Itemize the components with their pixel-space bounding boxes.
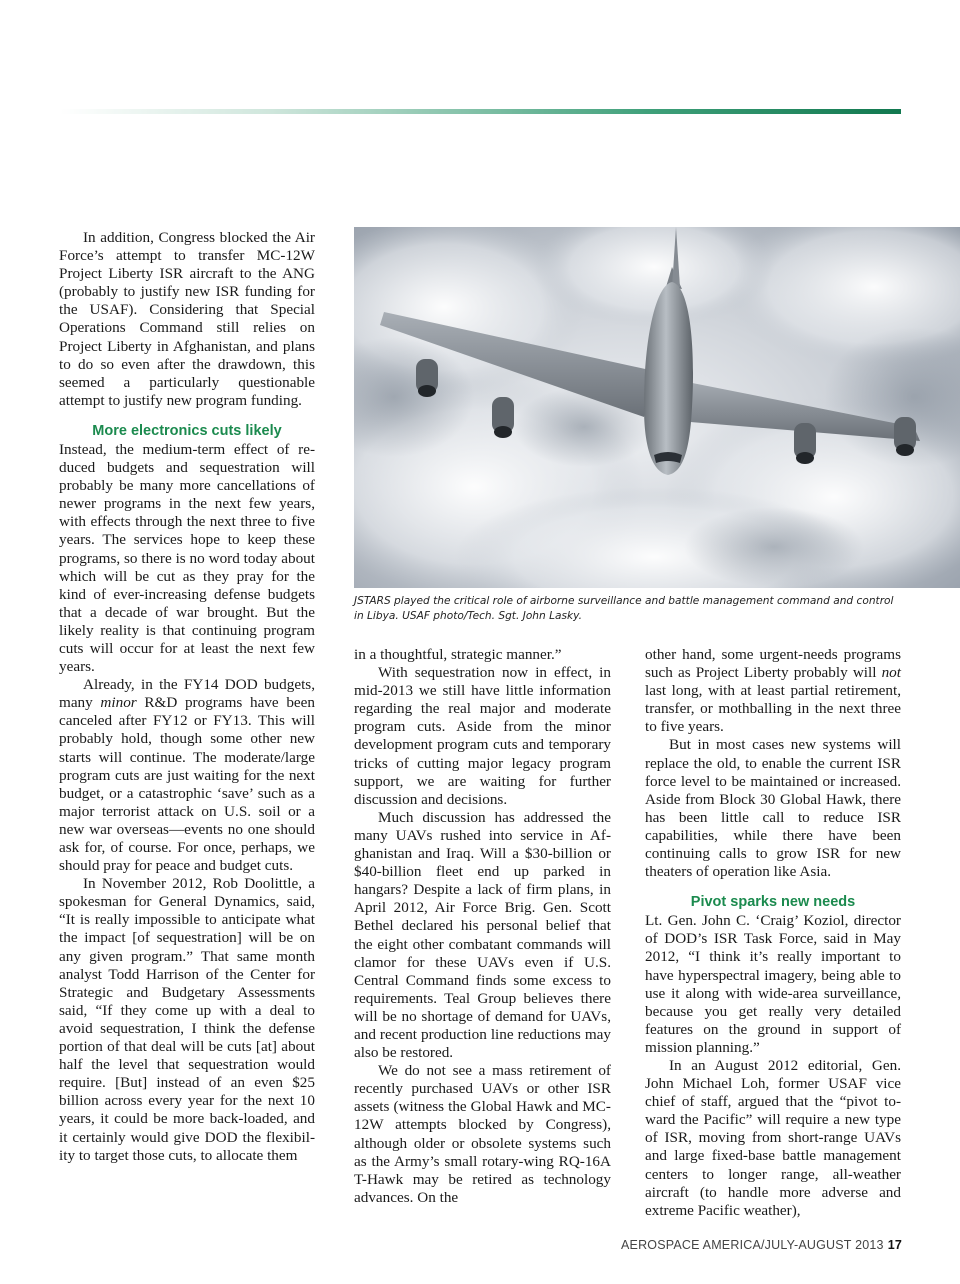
article-column-1 (59, 229, 315, 1165)
paragraph: We do not see a mass retirement of recently purchased UAVs or other ISR assets (witness the Global Hawk and MC-12W attempts blocked by Congress), although older or obsolete systems such as the Army’s small rotary-wing RQ-16A T-Hawk may be retired as technology advances. On the (354, 1062, 611, 1206)
paragraph: With sequestration now in effect, in mid-2013 we still have little information regarding the real major and moderate program cuts. Aside from the minor development program cuts and temporary tricks of cutting major legacy program support, we are waiting for further discussion and decisions. (354, 664, 611, 808)
paragraph: Lt. Gen. John C. ‘Craig’ Koziol, director of DOD’s ISR Task Force, said in May 2012, “I think it’s really important to have hyperspectral imagery, being able to use it along with wide-area surveillance, because you get really very detailed features on the ground in support of mission planning.” (645, 912, 901, 1056)
emphasis: minor (100, 694, 137, 712)
article-column-2 (354, 646, 611, 1207)
header-rule (60, 109, 901, 114)
paragraph: In addition, Congress blocked the Air Force’s attempt to transfer MC-12W Project Liberty ISR aircraft to the ANG (probably to justify new ISR funding for the USAF). Considering that Special Operations Command still relies on Project Liberty in Afghanistan, and plans to do so even after the drawdown, this seemed a particularly questionable attempt to justify new program funding. (59, 229, 315, 409)
paragraph: But in most cases new systems will replace the old, to enable the current ISR force level to be maintained or increased. Aside from Block 30 Global Hawk, there has been little call to reduce ISR capabilities, while there have been continuing calls to grow ISR for new theaters of operation like Asia. (645, 736, 901, 881)
paragraph: other hand, some urgent-needs programs such as Project Liberty probably will not last long, with at least partial retirement, transfer, or mothballing in the next three to five years. (645, 646, 901, 736)
jstars-photo (354, 227, 960, 588)
paragraph: In an August 2012 editorial, Gen. John Michael Loh, former USAF vice chief of staff, argued that the “pivot toward the Pacific” will require a new type of ISR, moving from short-range UAVs and large fixed-base battle management centers to longer range, all-weather aircraft (to handle more adverse and extreme Pacific weather), (645, 1056, 901, 1219)
paragraph: Much discussion has addressed the many UAVs rushed into service in Afghanistan and Iraq. Will a $30-billion or $40-billion fleet end up parked in hangars? Despite a lack of firm plans, in April 2012, Air Force Brig. Gen. Scott Bethel declared his personal belief that the eight other combatant commands will clamor for these UAVs even if U.S. Central Command finds some excess to requirements. Teal Group believes there will be no shortage of demand for UAVs, and recent production line reductions may also be restored. (354, 808, 611, 1062)
page-footer (621, 1238, 902, 1252)
paragraph: Already, in the FY14 DOD budgets, many minor R&D programs have been canceled after FY12 or FY13. This will probably hold, though some other new starts will continue. The moderate/large program cuts are just waiting for the next budget, or a catastrophic ‘save’ such as a major terrorist attack on U.S. soil or a new war overseas—events no one should ask for, of course. For once, perhaps, we should pray for peace and budget cuts. (59, 676, 315, 875)
section-heading: More electronics cuts likely (92, 422, 282, 439)
paragraph: Instead, the medium-term effect of reduced budgets and sequestration will probably be many more cancellations of newer programs in the next few years, with effects through the next three to five years. The services hope to keep these programs, so there is no word today about which will be cut as they pray for the kind of ever-increasing defense budgets that a decade of war brought. But the likely reality is that continuing program cuts will occur for at least the next few years. (59, 440, 315, 676)
paragraph: in a thoughtful, strategic manner.” (354, 646, 562, 663)
emphasis: not (881, 664, 901, 682)
photo-caption: JSTARS played the critical role of airborne surveillance and battle management command and control in Libya. USAF photo/Tech. Sgt. John Lasky. (354, 595, 894, 622)
page-number: 17 (887, 1238, 902, 1252)
paragraph: In November 2012, Rob Doolittle, a spokesman for General Dynamics, said, “It is really impossible to anticipate what the impact [of sequestration] will be on any given program.” That same month analyst Todd Harrison of the Center for Strategic and Budgetary Assessments said, “If they come up with a deal to avoid sequestration, I think the defense portion of that deal will be cuts [at] about half the level that sequestration would require. [But] instead of an even $25 billion across every year for the next 10 years, it could be more back-loaded, and it certainly would give DOD the flexibility to target those cuts, to allocate them (59, 875, 315, 1164)
article-column-3 (645, 646, 901, 1220)
publication-name: AEROSPACE AMERICA/JULY-AUGUST 2013 (621, 1238, 884, 1252)
section-heading: Pivot sparks new needs (690, 894, 856, 911)
